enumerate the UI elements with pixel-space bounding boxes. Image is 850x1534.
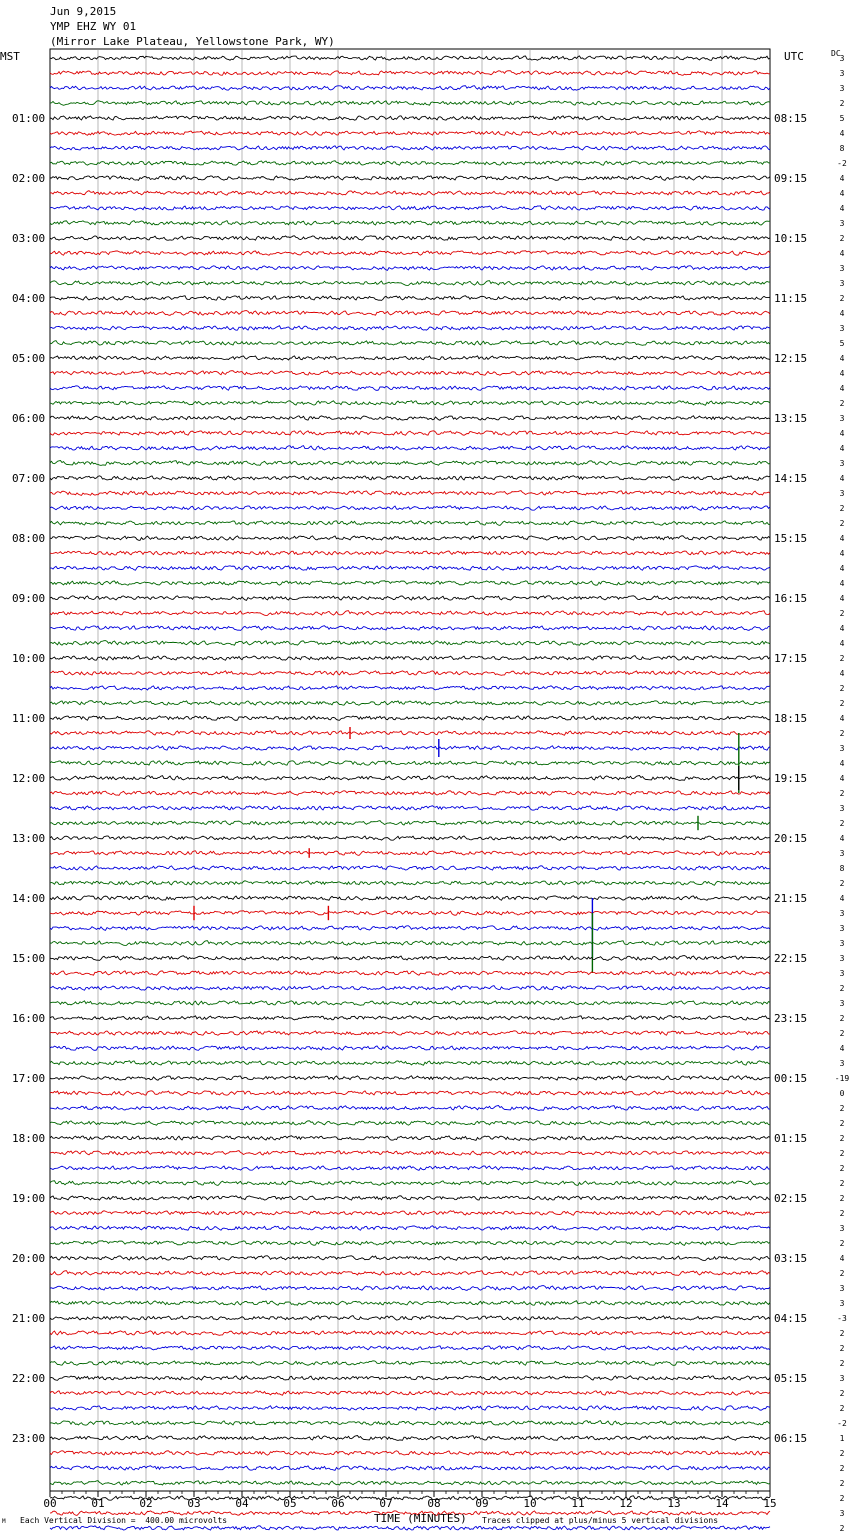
trace-row (50, 1346, 770, 1350)
trace-row (50, 1106, 770, 1111)
trace-row (50, 671, 770, 675)
mst-hour-label: 09:00 (12, 592, 46, 605)
dc-offset-label: 4 (839, 1254, 845, 1263)
dc-offset-label: 3 (839, 1224, 845, 1233)
trace-row (50, 806, 770, 811)
trace-row (50, 1271, 770, 1276)
x-tick-label: 06 (331, 1497, 345, 1510)
trace-row (50, 941, 770, 946)
utc-hour-label: 15:15 (774, 532, 808, 545)
trace-row (50, 1061, 770, 1065)
dc-offset-label: 2 (839, 1119, 845, 1128)
dc-offset-label: 4 (839, 309, 845, 318)
trace-row (50, 191, 770, 195)
dc-offset-label: 3 (839, 54, 845, 63)
trace-row (50, 296, 770, 301)
dc-offset-label: 3 (839, 459, 845, 468)
dc-offset-label: 2 (839, 1239, 845, 1248)
dc-offset-label: 3 (839, 219, 845, 228)
trace-row (50, 161, 770, 165)
trace-row (50, 1121, 770, 1125)
dc-offset-label: 3 (839, 1059, 845, 1068)
utc-hour-label: 11:15 (774, 292, 808, 305)
trace-row (50, 476, 770, 481)
dc-offset-label: -2 (837, 159, 847, 168)
trace-row (50, 101, 770, 106)
mst-hour-label: 07:00 (12, 472, 46, 485)
dc-offset-label: 3 (839, 264, 845, 273)
utc-hour-label: 00:15 (774, 1072, 808, 1085)
x-tick-label: 01 (91, 1497, 105, 1510)
dc-offset-label: 3 (839, 924, 845, 933)
trace-row (50, 1301, 770, 1305)
dc-offset-label: 3 (839, 804, 845, 813)
x-tick-label: 12 (619, 1497, 633, 1510)
dc-offset-label: 4 (839, 834, 845, 843)
trace-row (50, 926, 770, 931)
trace-row (50, 776, 770, 781)
dc-offset-label: 4 (839, 774, 845, 783)
dc-offset-label: 8 (839, 144, 845, 153)
mst-hour-label: 21:00 (12, 1312, 46, 1325)
x-tick-label: 10 (523, 1497, 537, 1510)
trace-row (50, 311, 770, 316)
trace-group (50, 56, 770, 1530)
utc-hour-label: 16:15 (774, 592, 808, 605)
trace-row (50, 836, 770, 840)
trace-row (50, 341, 770, 346)
dc-offset-label: 0 (839, 1089, 845, 1098)
trace-row (50, 281, 770, 286)
dc-header-label: DC (831, 49, 841, 58)
utc-hour-label: 04:15 (774, 1312, 808, 1325)
dc-offset-label: 3 (839, 909, 845, 918)
dc-offset-label: 2 (839, 1014, 845, 1023)
utc-hour-label: 10:15 (774, 232, 808, 245)
dc-offset-label: 2 (839, 234, 845, 243)
dc-offset-label: 4 (839, 534, 845, 543)
dc-offset-label: 4 (839, 759, 845, 768)
x-tick-label: 09 (475, 1497, 489, 1510)
dc-offset-label: 2 (839, 1179, 845, 1188)
dc-offset-label: 2 (839, 1209, 845, 1218)
dc-offset-label: 2 (839, 984, 845, 993)
trace-row (50, 1181, 770, 1186)
dc-offset-label: 3 (839, 84, 845, 93)
header-station: YMP EHZ WY 01 (50, 20, 137, 33)
dc-offset-label: 2 (839, 1149, 845, 1158)
trace-row (50, 521, 770, 526)
trace-row (50, 896, 770, 900)
trace-row (50, 1076, 770, 1080)
dc-offset-label: 4 (839, 249, 845, 258)
trace-row (50, 551, 770, 555)
utc-hour-label: 17:15 (774, 652, 808, 665)
dc-offset-label: 2 (839, 504, 845, 513)
trace-row (50, 1316, 770, 1320)
mst-hour-label: 23:00 (12, 1432, 46, 1445)
dc-offset-label: 5 (839, 114, 845, 123)
trace-row (50, 866, 770, 870)
dc-offset-label: 5 (839, 339, 845, 348)
trace-row (50, 1001, 770, 1005)
trace-row (50, 851, 770, 856)
dc-offset-label: 8 (839, 864, 845, 873)
dc-offset-label: 3 (839, 849, 845, 858)
header-date: Jun 9,2015 (50, 5, 117, 18)
trace-row (50, 251, 770, 255)
trace-row (50, 1241, 770, 1246)
mst-hour-label: 13:00 (12, 832, 46, 845)
trace-row (50, 956, 770, 961)
trace-row (50, 686, 770, 690)
utc-hour-label: 02:15 (774, 1192, 808, 1205)
mst-hour-label: 01:00 (12, 112, 46, 125)
dc-offset-label: 2 (839, 1329, 845, 1338)
trace-row (50, 1331, 770, 1335)
mst-hour-label: 11:00 (12, 712, 46, 725)
dc-offset-label: 4 (839, 564, 845, 573)
dc-offset-label: 4 (839, 579, 845, 588)
dc-offset-label: 4 (839, 639, 845, 648)
trace-row (50, 86, 770, 90)
mst-hour-label: 20:00 (12, 1252, 46, 1265)
trace-row (50, 1166, 770, 1170)
dc-offset-label: 4 (839, 1044, 845, 1053)
trace-row (50, 641, 770, 646)
x-tick-label: 04 (235, 1497, 249, 1510)
dc-offset-label: 3 (839, 1299, 845, 1308)
trace-row (50, 716, 770, 720)
trace-row (50, 1136, 770, 1141)
dc-offset-label: 4 (839, 354, 845, 363)
trace-row (50, 326, 770, 330)
trace-row (50, 401, 770, 405)
dc-offset-label: 3 (839, 1374, 845, 1383)
trace-row (50, 746, 770, 750)
x-axis-title: TIME (MINUTES) (374, 1512, 467, 1525)
dc-offset-label: 2 (839, 519, 845, 528)
trace-row (50, 656, 770, 660)
mst-hour-label: 05:00 (12, 352, 46, 365)
dc-offset-label: 2 (839, 1494, 845, 1503)
mst-hour-label: 06:00 (12, 412, 46, 425)
dc-offset-label: 4 (839, 474, 845, 483)
trace-row (50, 1031, 770, 1035)
dc-offset-label: 2 (839, 609, 845, 618)
dc-offset-label: 3 (839, 999, 845, 1008)
mst-hour-label: 17:00 (12, 1072, 46, 1085)
dc-offset-label: 4 (839, 549, 845, 558)
dc-offset-label: 4 (839, 429, 845, 438)
utc-hour-label: 20:15 (774, 832, 808, 845)
utc-hour-label: 22:15 (774, 952, 808, 965)
dc-offset-label: 4 (839, 444, 845, 453)
utc-hour-label: 14:15 (774, 472, 808, 485)
dc-offset-label: 2 (839, 1404, 845, 1413)
trace-row (50, 431, 770, 435)
dc-offset-label: 4 (839, 714, 845, 723)
trace-row (50, 236, 770, 240)
dc-offset-label: 4 (839, 129, 845, 138)
dc-offset-label: 3 (839, 489, 845, 498)
x-tick-label: 07 (379, 1497, 393, 1510)
dc-offset-label: -3 (837, 1314, 847, 1323)
trace-row (50, 146, 770, 150)
mst-hour-label: 19:00 (12, 1192, 46, 1205)
dc-offset-label: 2 (839, 1104, 845, 1113)
trace-row (50, 461, 770, 466)
trace-row (50, 1016, 770, 1020)
utc-hour-label: 12:15 (774, 352, 808, 365)
mst-hour-label: 02:00 (12, 172, 46, 185)
trace-row (50, 911, 770, 915)
dc-offset-label: 3 (839, 939, 845, 948)
trace-row (50, 176, 770, 180)
x-tick-label: 13 (667, 1497, 681, 1510)
mst-axis-label: MST (0, 50, 20, 63)
trace-row (50, 596, 770, 601)
mst-hour-label: 15:00 (12, 952, 46, 965)
utc-hour-label: 05:15 (774, 1372, 808, 1385)
trace-row (50, 626, 770, 631)
mst-hour-label: 10:00 (12, 652, 46, 665)
x-tick-label: 05 (283, 1497, 297, 1510)
dc-offset-label: 3 (839, 69, 845, 78)
trace-row (50, 1361, 770, 1366)
trace-row (50, 761, 770, 765)
trace-row (50, 221, 770, 225)
trace-row (50, 1526, 770, 1530)
trace-row (50, 1496, 770, 1501)
trace-row (50, 821, 770, 826)
dc-offset-label: 2 (839, 1029, 845, 1038)
dc-offset-label: 4 (839, 369, 845, 378)
dc-offset-label: 2 (839, 399, 845, 408)
x-tick-label: 15 (763, 1497, 777, 1510)
dc-offset-label: 2 (839, 1194, 845, 1203)
trace-row (50, 356, 770, 360)
trace-row (50, 1091, 770, 1096)
trace-row (50, 566, 770, 570)
trace-row (50, 116, 770, 120)
mst-hour-label: 16:00 (12, 1012, 46, 1025)
dc-offset-label: 3 (839, 1509, 845, 1518)
dc-offset-label: 2 (839, 654, 845, 663)
dc-offset-label: 2 (839, 1464, 845, 1473)
dc-offset-label: 2 (839, 1344, 845, 1353)
header-location: (Mirror Lake Plateau, Yellowstone Park, WY) (50, 35, 335, 48)
trace-row (50, 491, 770, 496)
dc-offset-label: 2 (839, 294, 845, 303)
trace-row (50, 131, 770, 136)
dc-offset-label: 4 (839, 594, 845, 603)
dc-offset-label: 2 (839, 819, 845, 828)
trace-row (50, 266, 770, 271)
utc-hour-label: 08:15 (774, 112, 808, 125)
utc-hour-label: 19:15 (774, 772, 808, 785)
mst-hour-label: 08:00 (12, 532, 46, 545)
dc-offset-label: 2 (839, 1479, 845, 1488)
trace-row (50, 1466, 770, 1471)
trace-row (50, 1406, 770, 1410)
dc-offset-label: 3 (839, 279, 845, 288)
trace-row (50, 1046, 770, 1051)
x-tick-label: 00 (43, 1497, 57, 1510)
trace-row (50, 536, 770, 541)
trace-row (50, 506, 770, 510)
dc-offset-label: 3 (839, 969, 845, 978)
trace-row (50, 611, 770, 616)
x-tick-label: 14 (715, 1497, 729, 1510)
dc-offset-label: 2 (839, 1524, 845, 1533)
dc-offset-label: 2 (839, 699, 845, 708)
dc-offset-label: 2 (839, 1449, 845, 1458)
dc-offset-label: 4 (839, 189, 845, 198)
mst-hour-label: 12:00 (12, 772, 46, 785)
dc-offset-label: 2 (839, 729, 845, 738)
trace-row (50, 1286, 770, 1291)
trace-row (50, 1421, 770, 1426)
dc-offset-label: -2 (837, 1419, 847, 1428)
dc-offset-label: 2 (839, 1164, 845, 1173)
utc-axis-label: UTC (784, 50, 804, 63)
trace-row (50, 1376, 770, 1381)
dc-offset-label: 3 (839, 954, 845, 963)
trace-row (50, 1196, 770, 1200)
mst-hour-label: 14:00 (12, 892, 46, 905)
trace-row (50, 1436, 770, 1441)
trace-row (50, 56, 770, 60)
clip-note: Traces clipped at plus/minus 5 vertical divisions (482, 1516, 719, 1525)
x-tick-label: 11 (571, 1497, 585, 1510)
trace-row (50, 1226, 770, 1230)
utc-hour-label: 09:15 (774, 172, 808, 185)
dc-offset-label: 2 (839, 879, 845, 888)
trace-row (50, 881, 770, 885)
dc-offset-label: -19 (834, 1074, 850, 1083)
dc-offset-label: 2 (839, 99, 845, 108)
x-tick-label: 02 (139, 1497, 153, 1510)
dc-offset-label: 4 (839, 174, 845, 183)
trace-row (50, 386, 770, 391)
trace-row (50, 446, 770, 450)
dc-offset-label: 2 (839, 1359, 845, 1368)
trace-row (50, 1151, 770, 1156)
dc-offset-label: 4 (839, 204, 845, 213)
trace-row (50, 1211, 770, 1215)
x-tick-label: 08 (427, 1497, 441, 1510)
dc-offset-label: 3 (839, 744, 845, 753)
dc-offset-label: 2 (839, 1389, 845, 1398)
dc-offset-label: 4 (839, 894, 845, 903)
utc-hour-label: 18:15 (774, 712, 808, 725)
trace-row (50, 71, 770, 76)
trace-row (50, 1256, 770, 1261)
trace-row (50, 1391, 770, 1395)
mst-hour-label: 18:00 (12, 1132, 46, 1145)
dc-offset-label: 3 (839, 324, 845, 333)
mst-hour-label: 03:00 (12, 232, 46, 245)
dc-offset-label: 4 (839, 624, 845, 633)
trace-row (50, 701, 770, 706)
trace-row (50, 971, 770, 975)
mst-hour-label: 22:00 (12, 1372, 46, 1385)
utc-hour-label: 23:15 (774, 1012, 808, 1025)
trace-row (50, 1481, 770, 1486)
utc-hour-label: 06:15 (774, 1432, 808, 1445)
corner-mark: M (2, 1518, 6, 1525)
dc-offset-label: 4 (839, 669, 845, 678)
utc-hour-label: 03:15 (774, 1252, 808, 1265)
dc-offset-label: 4 (839, 384, 845, 393)
trace-row (50, 1451, 770, 1455)
dc-offset-label: 3 (839, 1284, 845, 1293)
utc-hour-label: 21:15 (774, 892, 808, 905)
utc-hour-label: 01:15 (774, 1132, 808, 1145)
dc-offset-label: 2 (839, 684, 845, 693)
trace-row (50, 986, 770, 990)
trace-row (50, 206, 770, 210)
dc-offset-label: 2 (839, 1134, 845, 1143)
utc-hour-label: 13:15 (774, 412, 808, 425)
dc-offset-label: 2 (839, 1269, 845, 1278)
trace-row (50, 731, 770, 735)
mst-hour-label: 04:00 (12, 292, 46, 305)
scale-note: Each Vertical Division = 400.00 microvolts (20, 1516, 228, 1525)
trace-row (50, 791, 770, 796)
dc-offset-label: 1 (839, 1434, 845, 1443)
dc-offset-label: 2 (839, 789, 845, 798)
dc-offset-label: 3 (839, 414, 845, 423)
trace-row (50, 371, 770, 376)
trace-row (50, 581, 770, 585)
x-tick-label: 03 (187, 1497, 201, 1510)
trace-row (50, 416, 770, 420)
